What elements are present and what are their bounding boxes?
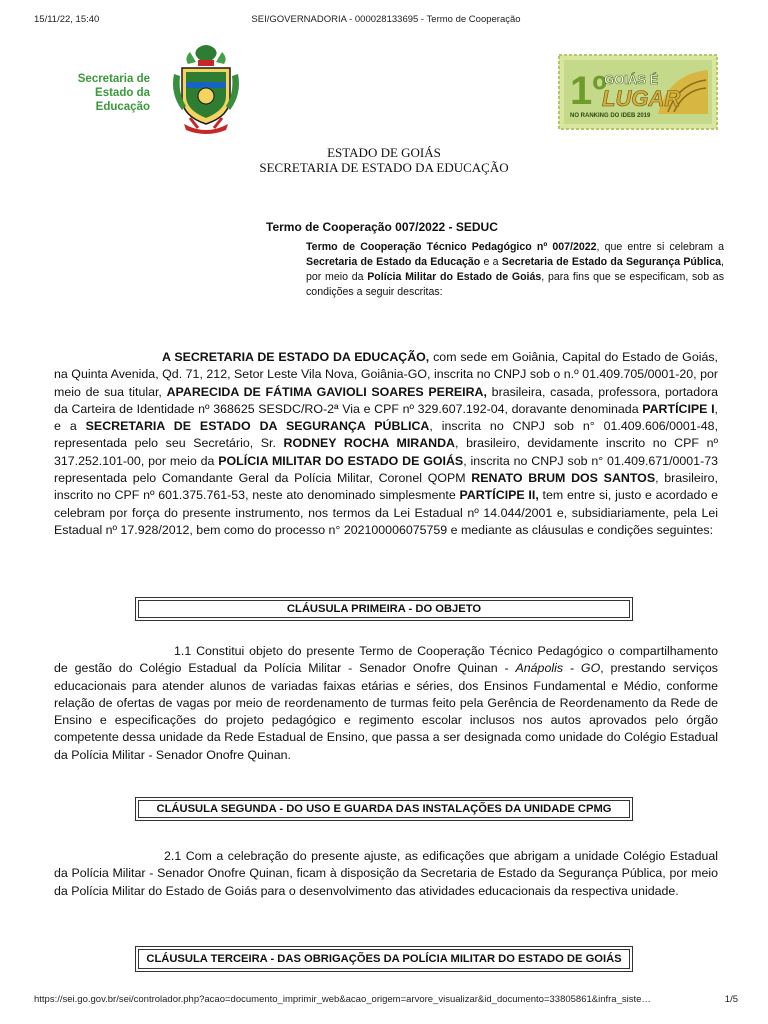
clause-2-paragraph [54,848,718,900]
summary-term: Termo de Cooperação Técnico Pedagógico nº 007/2022 [306,241,597,253]
seduc-logo-line: Estado da [95,87,150,99]
state-header-line: SECRETARIA DE ESTADO DA EDUCAÇÃO [259,160,509,175]
preamble-text: com sede em Goiânia, Capital do Estado de Goiás, na Quinta Avenida, Qd. 71, 212, Setor Leste Vila Nova, Goiânia-GO, inscrita no CNPJ sob o n.º 01.409.705/0001-20, por meio de sua titular, [54,350,718,399]
print-title: SEI/GOVERNADORIA - 000028133695 - Termo de Cooperação [251,14,521,25]
goias-lugar-logo [558,54,718,130]
clause-italic: Anápolis - GO [515,661,601,676]
preamble-text: , brasileiro, inscrito no CPF nº 601.375.761-53, neste ato denominado simplesmente [54,471,718,503]
document-summary [306,240,724,300]
preamble-paragraph [54,349,718,539]
state-header [0,145,768,175]
clause-heading-1 [135,597,633,621]
clause-1-paragraph [54,643,718,764]
goias-lugar-line3: NO RANKING DO IDEB 2019 [570,113,651,119]
summary-party: Polícia Militar do Estado de Goiás [367,271,542,283]
preamble-text: , brasileiro, devidamente inscrito no CPF nº 317.252.101-00, por meio da [54,436,718,468]
preamble-text: , inscrita no CNPJ sob n° 01.409.606/0001-48, representada pelo seu Secretário, Sr. [54,419,719,451]
preamble-text: , inscrita no CNPJ sob n° 01.409.671/0001-73 representada pelo Comandante Geral da Polícia Militar, Coronel QOPM [54,453,718,486]
summary-party: Secretaria de Estado da Educação [306,256,481,268]
preamble-text: tem entre si, justo e acordado e celebram por força do presente instrumento, nos termos da Lei Estadual nº 14.044/2001 e, subsidiariamente, pela Lei Estadual nº 17.928/2012, bem como do processo n° 202100006075759 e mediante as cláusulas e condições seguintes: [54,488,718,537]
goias-lugar-line1: GOIÁS É [604,72,659,87]
print-date: 15/11/22, 15:40 [34,14,100,25]
preamble-bold: PARTÍCIPE II, [459,488,539,503]
summary-text: e a [480,256,502,268]
clause-text: 2.1 Com a celebração do presente ajuste, as edificações que abrigam a unidade Colégio Estadual da Polícia Militar - Senador Onofre Quinan, ficam à disposição da Secretaria de Estado da Segurança Pública, por meio da Polícia Militar do Estado de Goiás para o desenvolvimento das atividades educacionais da respectiva unidade. [54,849,718,898]
preamble-bold: SECRETARIA DE ESTADO DA SEGURANÇA PÚBLICA [85,419,430,434]
summary-text: , que entre si celebram a [596,241,725,253]
print-footer [34,994,738,1008]
clause-heading-text: CLÁUSULA PRIMEIRA - DO OBJETO [138,600,630,618]
clause-text: 1.1 Constitui objeto do presente Termo de Cooperação Técnico Pedagógico o compartilhamento de gestão do Colégio Estadual da Polícia Militar - Senador Onofre Quinan - [54,644,718,676]
print-url-link[interactable]: https://sei.go.gov.br/sei/controlador.php?acao=documento_imprimir_web&acao_origem=arvore_visualizar&id_documento=33805861&infra_siste… [34,994,651,1005]
document-title: Termo de Cooperação 007/2022 - SEDUC [266,220,498,234]
preamble-text: , e a [54,401,718,434]
summary-text: , para fins que se especificam, sob as condições a seguir descritas: [306,271,724,298]
goias-lugar-big: 1º [570,69,607,113]
clause-text: , prestando serviços educacionais para atender alunos de variadas faixas etárias e séries, dos Ensinos Fundamental e Médio, conforme relação de ofertas de vagas por meio de reordenamento de turmas feito pela Gerência de Reordenamento da Rede de Ensino e especificações do projeto pedagógico e regimento escolar inclusos nos autos aprovados pelo órgão competente dessa unidade da Rede Estadual de Ensino, que passa a ser designada como unidade do Colégio Estadual da Polícia Militar - Senador Onofre Quinan. [54,661,718,762]
coat-of-arms-icon [168,44,244,136]
clause-heading-text: CLÁUSULA SEGUNDA - DO USO E GUARDA DAS INSTALAÇÕES DA UNIDADE CPMG [138,800,630,818]
state-header-line: ESTADO DE GOIÁS [327,145,441,160]
clause-heading-text: CLÁUSULA TERCEIRA - DAS OBRIGAÇÕES DA POLÍCIA MILITAR DO ESTADO DE GOIÁS [138,949,630,969]
goias-lugar-line2: LUGAR [602,86,681,111]
preamble-bold: RODNEY ROCHA MIRANDA [283,436,456,451]
seduc-logo-line: Educação [95,101,150,113]
preamble-bold: PARTÍCIPE I [642,401,715,416]
clause-heading-2 [135,797,633,821]
seduc-logo [60,72,150,114]
seduc-logo-line: Secretaria de [77,73,150,85]
summary-text: , por meio da [306,256,724,283]
preamble-bold: RENATO BRUM DOS SANTOS [471,471,656,486]
preamble-bold: A SECRETARIA DE ESTADO DA EDUCAÇÃO, [162,350,430,364]
page-number: 1/5 [724,994,738,1005]
preamble-text: brasileira, casada, professora, portadora da Carteira de Identidade nº 368625 SESDC/RO-2ª Via e CPF nº 329.607.192-04, doravante denominada [54,384,719,416]
summary-party: Secretaria de Estado da Segurança Pública [501,256,722,268]
clause-heading-3 [135,946,633,972]
print-header [34,14,738,30]
preamble-bold: POLÍCIA MILITAR DO ESTADO DE GOIÁS [218,453,464,468]
preamble-bold: APARECIDA DE FÁTIMA GAVIOLI SOARES PEREIRA, [166,384,487,399]
